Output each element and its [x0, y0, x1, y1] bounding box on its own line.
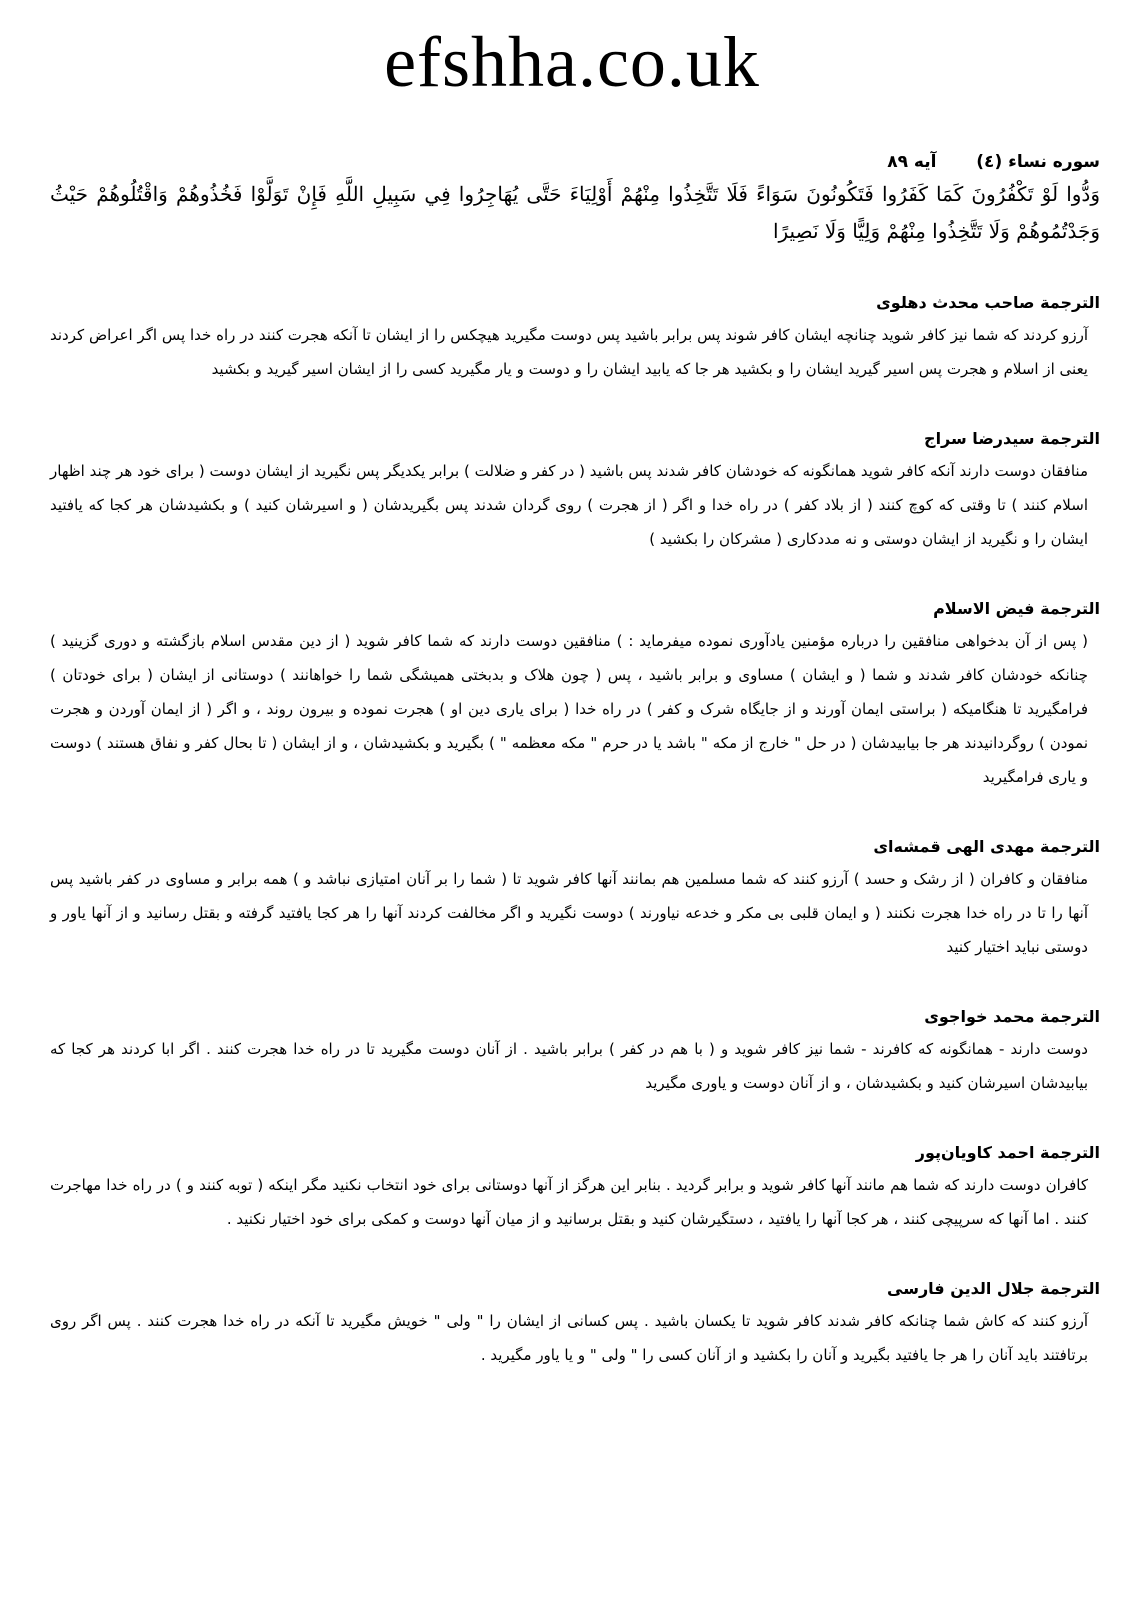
- translation-title: الترجمة فیض الاسلام: [933, 599, 1100, 618]
- surah-heading: [50, 150, 1100, 174]
- translation-section: [50, 836, 1100, 964]
- translation-text: آرزو کنند که کاش شما چنانکه کافر شدند کافر شوید تا یکسان باشید . پس کسانی از ایشان را " ولی " خویش مگیرید تا آنکه در راه خدا هجرت کنند . پس اگر روی برتافتند باید آنان را هر جا یافتید بگیرید و آنان را بکشید و از آنان کسی را " ولی " و یا یاور مگیرید .: [50, 1312, 1088, 1364]
- translation-section: [50, 428, 1100, 556]
- surah-name: سوره نساء (٤): [976, 152, 1100, 172]
- translation-text: آرزو کردند که شما نیز کافر شوید چنانچه ایشان کافر شوند پس برابر باشید پس دوست مگیرید هیچکس را از ایشان تا آنکه هجرت کنند در راه خدا پس اگر اعراض کردند یعنی از اسلام و هجرت پس اسیر گیرید ایشان را و بکشید هر جا که یابید ایشان را و دوست و یار مگیرید کسی را از ایشان اسیر گیرید و بکشید: [50, 326, 1088, 378]
- translation-section: [50, 598, 1100, 794]
- translation-title: الترجمة سیدرضا سراج: [924, 429, 1100, 448]
- translation-section: [50, 292, 1100, 386]
- translation-text: کافران دوست دارند که شما هم مانند آنها کافر شوید و برابر گردید . بنابر این هرگز از آنها دوستانی برای خود انتخاب نکنید مگر اینکه ( توبه کنند و ) در راه خدا مهاجرت کنند . اما آنها که سرپیچی کنند ، هر کجا آنها را یافتید ، دستگیرشان کنید و بقتل برسانید و از میان آنها دوست و کمکی برای خود اختیار نکنید .: [50, 1176, 1088, 1228]
- translation-text: دوست دارند - همانگونه که کافرند - شما نیز کافر شوید و ( با هم در کفر ) برابر باشید . از آنان دوست مگیرید تا در راه خدا هجرت کنند . اگر ابا کردند هر کجا که بیابیدشان اسیرشان کنید و بکشیدشان ، و از آنان دوست و یاوری مگیرید: [50, 1040, 1088, 1092]
- site-title: efshha.co.uk: [384, 22, 760, 102]
- translation-title: الترجمة صاحب محدث دهلوى: [876, 293, 1100, 312]
- translation-title: الترجمة مهدی الهی قمشه‌ای: [873, 837, 1100, 856]
- translation-text: منافقان و کافران ( از رشک و حسد ) آرزو کنند که شما مسلمین هم بمانند آنها کافر شوید تا ( شما را بر آنان امتیازی نباشد و ) همه برابر و مساوی در کفر باشید پس آنها را تا در راه خدا هجرت نکنند ( و ایمان قلبی بی مکر و خدعه نیاورند ) دوست نگیرید و اگر مخالفت کردند آنها را هر کجا یافتید گرفته و بقتل رسانید و از آنها یاور و دوستی نباید اختیار کنید: [50, 870, 1088, 956]
- translation-title: الترجمة جلال الدين فارسی: [887, 1279, 1100, 1298]
- translation-text: ( پس از آن بدخواهی منافقین را درباره مؤمنین یادآوری نموده میفرماید : ) منافقین دوست دارند که شما کافر شوید ( از دین مقدس اسلام بازگشته و دوری گزینید ) چنانکه خودشان کافر شدند و شما ( و ایشان ) مساوی و برابر باشید ، پس ( چون هلاک و بدبختی همیشگی شما را خواهانند ) دوستانی از ایشان ( برای خودتان ) فرامگیرید تا هنگامیکه ( براستی ایمان آورند و از جایگاه شرک و کفر ) در راه خدا ( برای یاری دین او ) هجرت نموده و بیرون روند ، و اگر ( از ایمان آوردن و هجرت نمودن ) روگردانیدند هر جا بیابیدشان ( در حل " خارج از مکه " باشد یا در حرم " مکه معظمه " ) بگیرید و بکشیدشان ، و از ایشان ( تا بحال کفر و نفاق هستند ) دوست و یاری فرامگیرید: [50, 632, 1088, 786]
- translation-text: منافقان دوست دارند آنکه کافر شوید همانگونه که خودشان کافر شدند پس باشید ( در کفر و ضلالت ) برابر یکدیگر پس نگیرید از ایشان دوست ( برای خود هر چند اظهار اسلام کنند ) تا وقتی که کوچ کنند ( از بلاد کفر ) در راه خدا و اگر ( از هجرت ) روی گردان شدند پس بگیریدشان ( و اسیرشان کنید ) و بکشیدشان هر کجا که یافتید ایشان را و نگیرید از ایشان دوستی و نه مددکاری ( مشرکان را بکشید ): [50, 462, 1088, 548]
- document-body: [50, 150, 1100, 1372]
- translation-section: [50, 1006, 1100, 1100]
- translation-section: [50, 1142, 1100, 1236]
- translation-title: الترجمة محمد خواجوی: [924, 1007, 1100, 1026]
- ayah-number: آیه ٨٩: [887, 152, 937, 172]
- arabic-verse: وَدُّوا لَوْ تَكْفُرُونَ كَمَا كَفَرُوا فَتَكُونُونَ سَوَاءً فَلَا تَتَّخِذُوا مِنْهُمْ أَوْلِيَاءَ حَتَّى يُهَاجِرُوا فِي سَبِيلِ اللَّهِ فَإِنْ تَوَلَّوْا فَخُذُوهُمْ وَاقْتُلُوهُمْ حَيْثُ وَجَدْتُمُوهُمْ وَلَا تَتَّخِذُوا مِنْهُمْ وَلِيًّا وَلَا نَصِيرًا: [50, 182, 1100, 243]
- translation-title: الترجمة احمد کاویان‌پور: [915, 1143, 1100, 1162]
- translation-section: [50, 1278, 1100, 1372]
